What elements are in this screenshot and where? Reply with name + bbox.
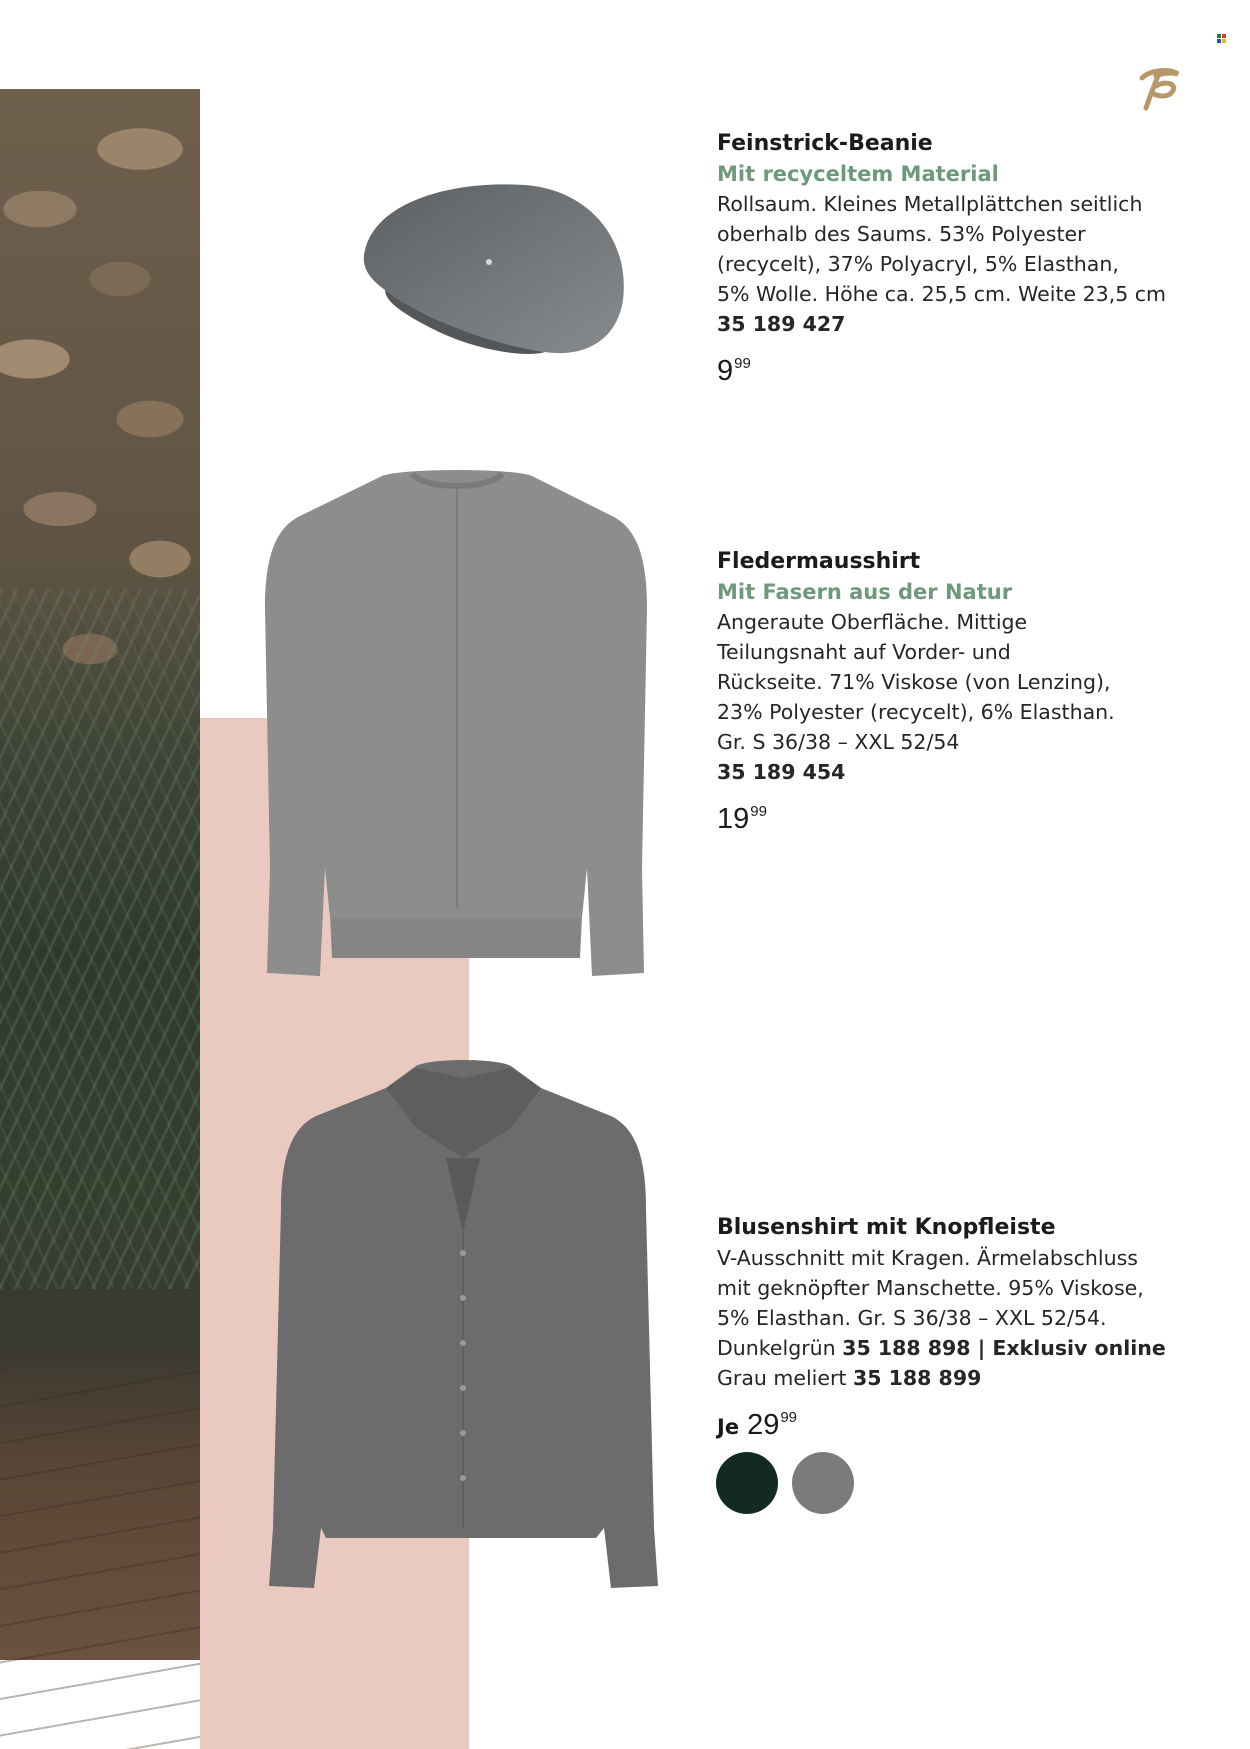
price-main: 9 [717,355,734,387]
product-sweater [717,547,1197,834]
variant-color: Dunkelgrün [717,1336,836,1360]
beanie-image [355,180,635,365]
price-main: 19 [717,803,750,835]
product-beanie [717,129,1197,386]
product-name: Blusenshirt mit Knopfleiste [717,1215,1056,1240]
product-name: Fledermausshirt [717,549,921,574]
variant-article: 35 188 899 [852,1366,982,1390]
blouse-shirt-image [266,1058,661,1593]
price-cents: 99 [750,803,767,820]
article-number: 35 189 454 [717,760,846,784]
variant-article: 35 188 898 | Exklusiv online [842,1336,1166,1360]
swatch-grey[interactable] [792,1452,854,1514]
price [717,1403,1197,1442]
article-number: 35 189 427 [717,312,846,336]
price-cents: 99 [780,1409,798,1426]
product-blouse-shirt [717,1213,1197,1442]
tchibo-logo-icon [1132,62,1184,114]
price-main: 29 [747,1409,780,1441]
product-tagline: Mit Fasern aus der Natur [717,580,1013,604]
price [717,349,1197,386]
fir-branches-texture [0,589,200,1289]
price [717,797,1197,834]
color-dots-icon [1217,34,1226,43]
price-cents: 99 [734,355,751,372]
product-tagline: Mit recyceltem Material [717,162,999,186]
product-description: Rollsaum. Kleines Metallplättchen seitlich oberhalb des Saums. 53% Polyester (recycelt), 37% Polyacryl, 5% Elasthan, 5% Wolle. Höhe ca. 25,5 cm. Weite 23,5 cm [717,192,1167,306]
variant-grey [717,1363,1197,1393]
sweater-image [262,468,652,983]
price-prefix: Je [717,1415,740,1439]
swatch-dark-green[interactable] [716,1452,778,1514]
variant-dark-green [717,1333,1197,1363]
product-description: V-Ausschnitt mit Kragen. Ärmelabschluss mit geknöpfter Manschette. 95% Viskose, 5% Elasthan. Gr. S 36/38 – XXL 52/54. [717,1246,1144,1330]
variant-color: Grau meliert [717,1366,847,1390]
product-name: Feinstrick-Beanie [717,131,933,156]
wooden-floor-texture [0,1369,200,1749]
product-description: Angeraute Oberfläche. Mittige Teilungsnaht auf Vorder- und Rückseite. 71% Viskose (von Lenzing), 23% Polyester (recycelt), 6% Elasthan. Gr. S 36/38 – XXL 52/54 [717,610,1115,754]
lifestyle-photo [0,89,200,1660]
